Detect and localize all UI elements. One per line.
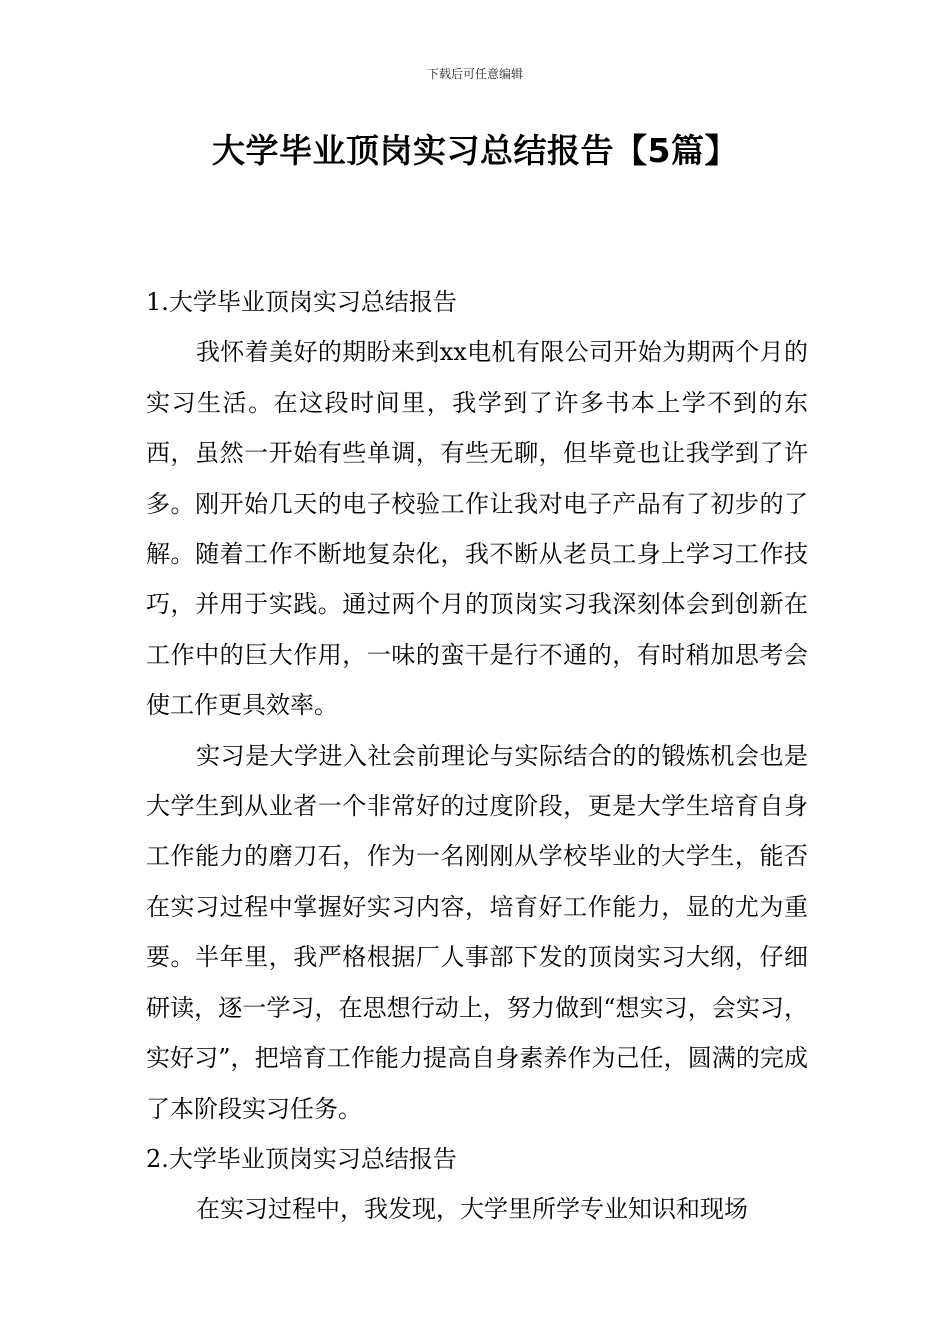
paragraph: 我怀着美好的期盼来到xx电机有限公司开始为期两个月的实习生活。在这段时间里，我学到了许多书本上学不到的东西，虽然一开始有些单调，有些无聊，但毕竟也让我学到了许多。刚开始几天的电子校验工作让我对电子产品有了初步的了解。随着工作不断地复杂化，我不断从老员工身上学习工作技巧，并用于实践。通过两个月的顶岗实习我深刻体会到创新在工作中的巨大作用，一味的蛮干是行不通的，有时稍加思考会使工作更具效率。 — [146, 338, 808, 720]
document-title: 大学毕业顶岗实习总结报告【5篇】 — [212, 131, 738, 170]
section-heading: 2.大学毕业顶岗实习总结报告 — [146, 1144, 457, 1173]
paragraph: 在实习过程中，我发现，大学里所学专业知识和现场 — [196, 1195, 748, 1224]
document-body — [146, 277, 808, 1235]
header-note: 下载后可任意编辑 — [426, 67, 523, 81]
section-heading: 1.大学毕业顶岗实习总结报告 — [146, 288, 457, 316]
paragraph: 实习是大学进入社会前理论与实际结合的的锻炼机会也是大学生到从业者一个非常好的过度阶段，更是大学生培育自身工作能力的磨刀石，作为一名刚刚从学校毕业的大学生，能否在实习过程中掌握好实习内容，培育好工作能力，显的尤为重要。半年里，我严格根据厂人事部下发的顶岗实习大纲，仔细研读，逐一学习，在思想行动上，努力做到“想实习，会实习，实好习”，把培育工作能力提高自身素养作为己任，圆满的完成了本阶段实习任务。 — [146, 741, 808, 1123]
